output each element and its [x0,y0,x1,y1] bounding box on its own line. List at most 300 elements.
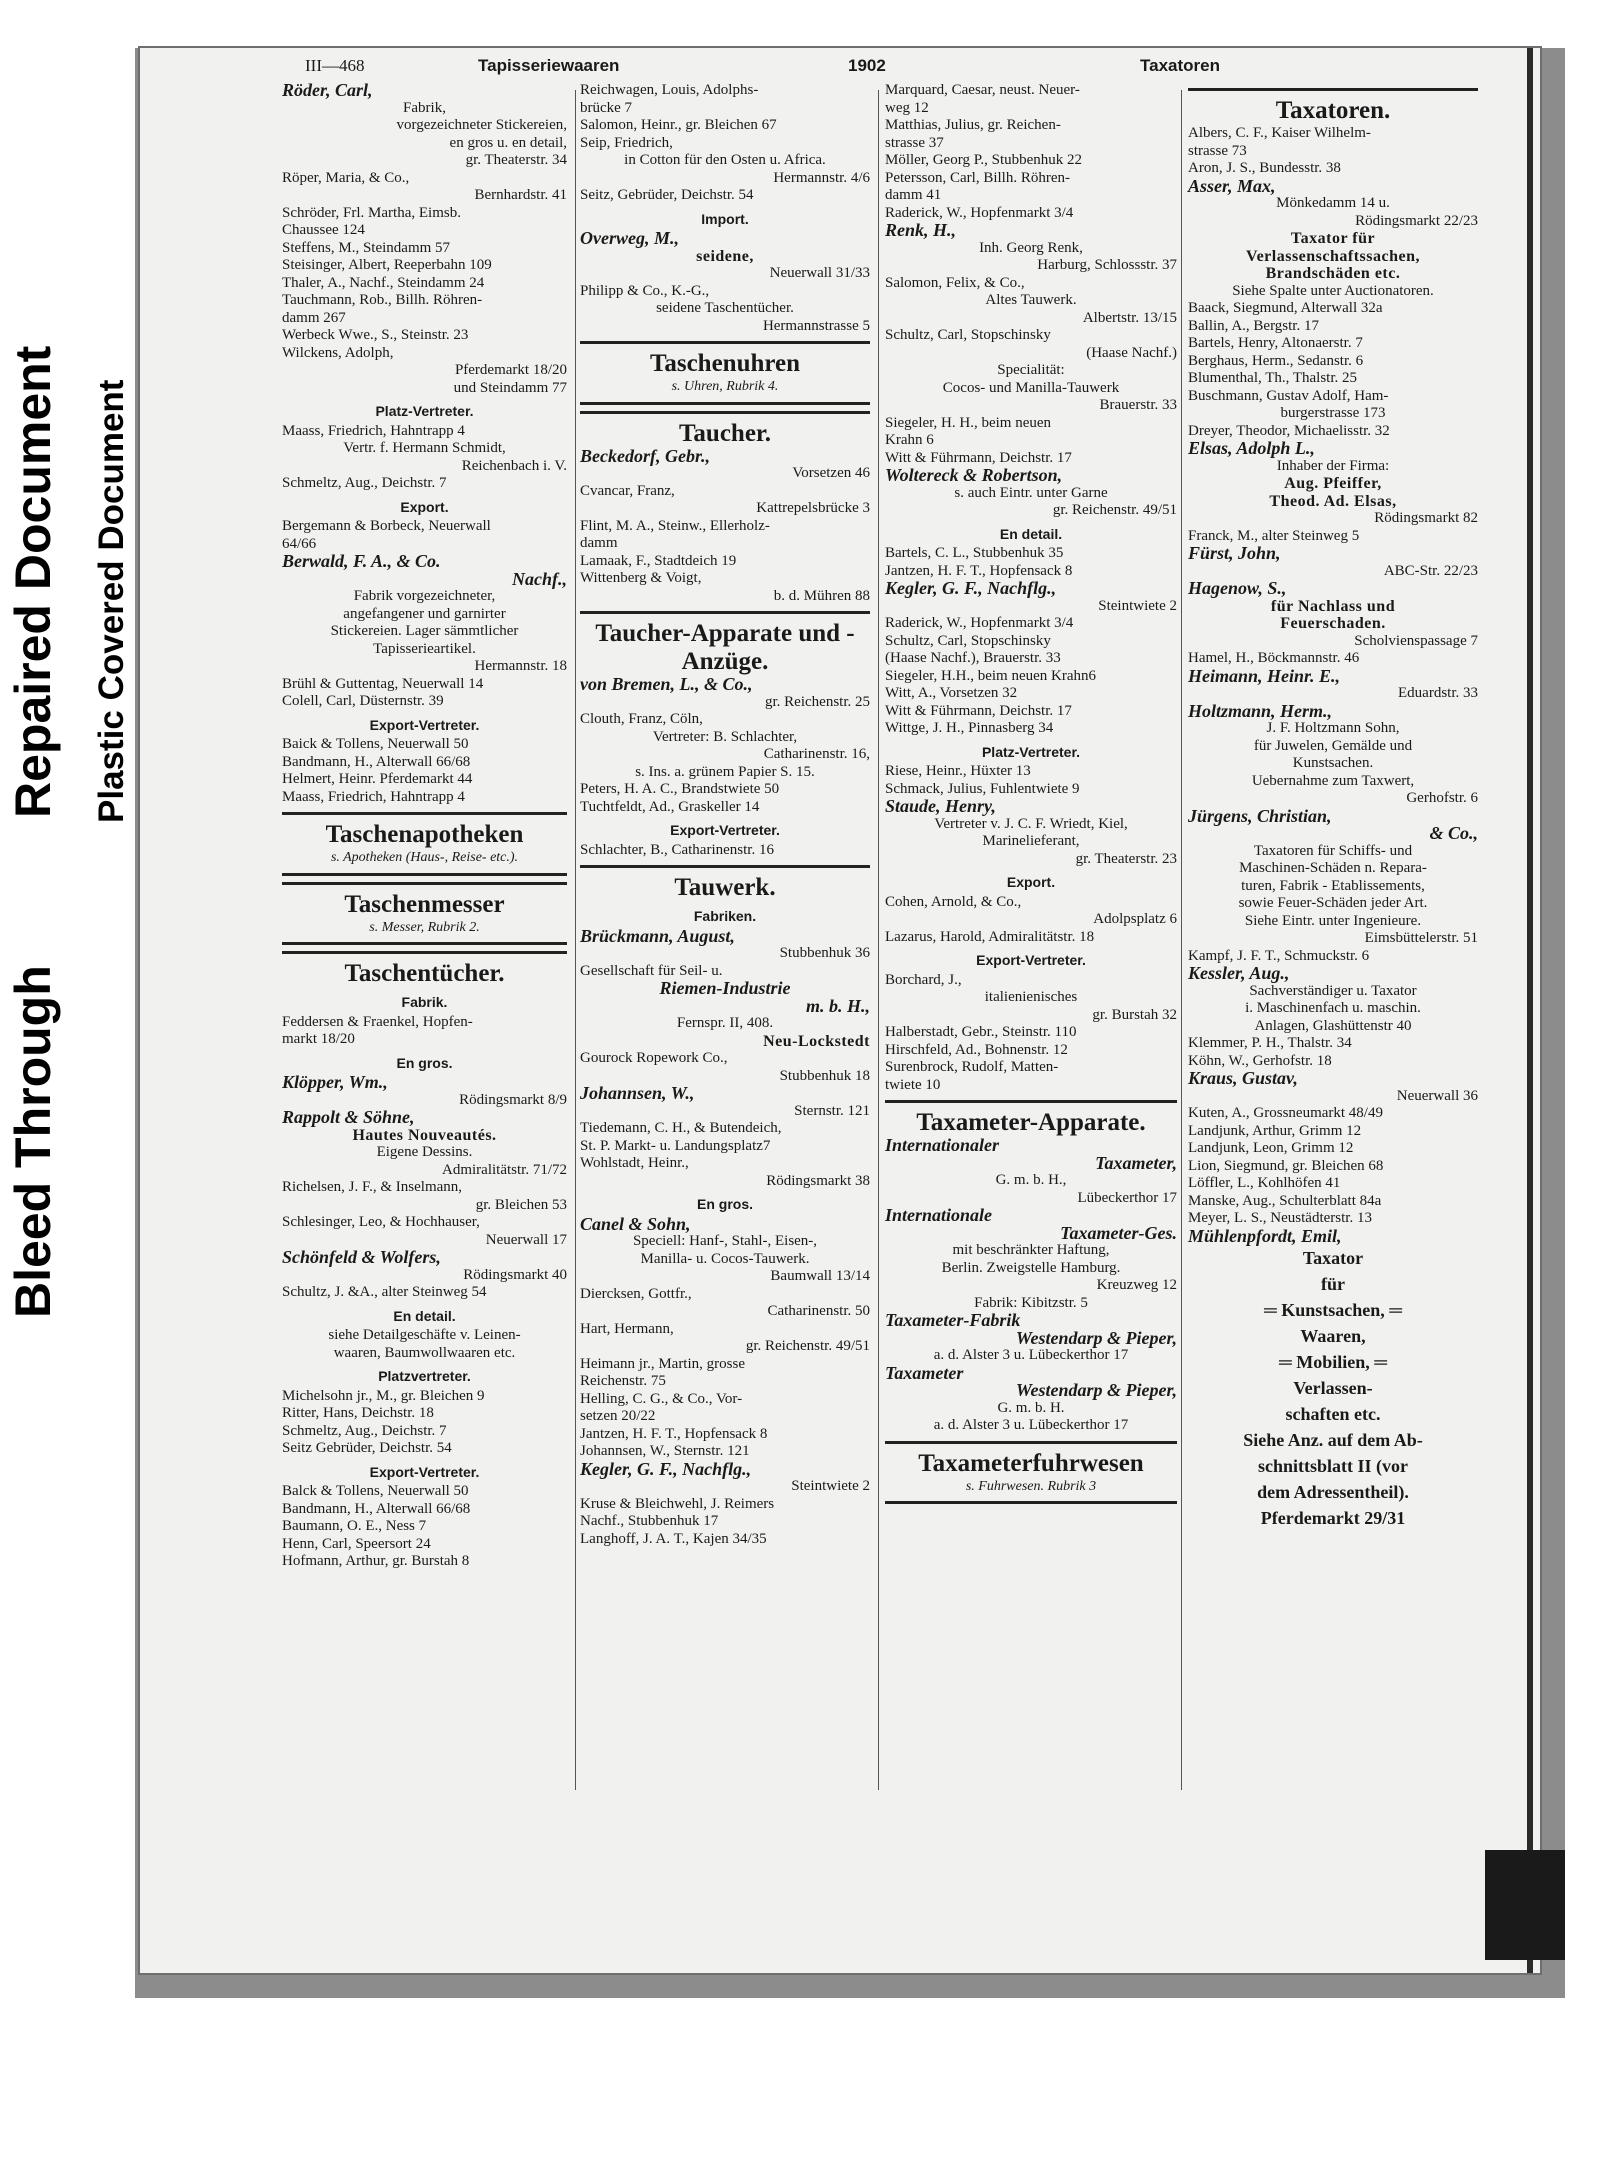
directory-line: Verlassenschaftssachen, [1245,247,1421,265]
directory-line: für [1321,1274,1345,1294]
directory-line: Neuerwall 36 [1396,1087,1478,1104]
directory-line: Stubbenhuk 36 [779,945,870,961]
directory-line: Export-Vertreter. [976,952,1086,968]
directory-line: Klemmer, P. H., Thalstr. 34 [1188,1035,1352,1051]
directory-line: Export-Vertreter. [369,1463,480,1480]
directory-line: Clouth, Franz, Cöln, [580,711,703,727]
directory-line: Cohen, Arnold, & Co., [885,893,1022,910]
directory-line: Borchard, J., [885,971,962,988]
directory-line: Schröder, Frl. Martha, Eimsb. [282,204,461,221]
directory-line: en gros u. en detail, [449,134,567,151]
directory-line: Kruse & Bleichwehl, J. Reimers [580,1495,775,1512]
directory-line: G. m. b. H., [995,1172,1067,1188]
directory-line: Franck, M., alter Steinweg 5 [1188,527,1360,544]
directory-line: angefangener und garnirter [343,605,506,622]
directory-line: Ritter, Hans, Deichstr. 18 [282,1405,434,1421]
directory-line: Balck & Tollens, Neuerwall 50 [282,1483,469,1499]
directory-line: Taucher. [580,411,870,448]
directory-line: Bergemann & Borbeck, Neuerwall [282,518,491,534]
directory-line: in Cotton für den Osten u. Africa. [624,152,826,168]
directory-line: Manilla- u. Cocos-Tauwerk. [640,1250,810,1267]
directory-line: s. Ins. a. grünem Papier S. 15. [635,763,815,780]
directory-line: Löffler, L., Kohlhöfen 41 [1188,1175,1341,1191]
directory-line: Michelsohn jr., M., gr. Bleichen 9 [282,1387,485,1404]
directory-line: Vertr. f. Hermann Schmidt, [343,440,506,456]
directory-line: Scholvienspassage 7 [1354,632,1478,649]
directory-line: sowie Feuer-Schäden jeder Art. [1238,895,1428,911]
directory-line: Fabrik vorgezeichneter, [353,588,496,604]
directory-line: s. Fuhrwesen. Rubrik 3 [885,1478,1177,1505]
directory-line: Steintwiete 2 [791,1478,870,1494]
directory-line: Eduardstr. 33 [1398,685,1478,701]
directory-line: J. F. Holtzmann Sohn, [1266,720,1400,736]
directory-line: Taxator [1302,1248,1364,1268]
directory-line: Pferdemarkt 18/20 [454,362,567,378]
directory-line: Catharinenstr. 50 [767,1303,870,1319]
directory-line: turen, Fabrik - Etablissements, [1241,877,1425,894]
directory-line: twiete 10 [885,1076,941,1093]
directory-line: Platz-Vertreter. [981,743,1081,760]
directory-line: Feuerschaden. [1280,615,1386,632]
directory-line: Schlesinger, Leo, & Hochhauser, [282,1214,480,1230]
directory-line: Rappolt & Söhne, [282,1107,415,1127]
directory-line: Theod. Ad. Elsas, [1269,492,1397,510]
directory-line: Neuerwall 31/33 [769,265,870,281]
directory-line: Speciell: Hanf-, Stahl-, Eisen-, [632,1233,818,1249]
directory-line: Gourock Ropework Co., [580,1050,728,1066]
directory-line: Vertreter v. J. C. F. Wriedt, Kiel, [934,815,1128,832]
directory-line: Kampf, J. F. T., Schmuckstr. 6 [1188,947,1370,964]
directory-line: Kegler, G. F., Nachflg., [885,578,1057,598]
directory-line: von Bremen, L., & Co., [580,674,753,694]
directory-line: a. d. Alster 3 u. Lübeckerthor 17 [933,1417,1129,1433]
directory-line: m. b. H., [805,995,870,1016]
directory-line: Import. [701,210,749,227]
directory-line: Manske, Aug., Schulterblatt 84a [1188,1192,1382,1209]
directory-line: damm [580,535,618,551]
directory-line: En gros. [696,1196,753,1212]
directory-line: Cvancar, Franz, [580,482,675,499]
directory-line: Inhaber der Firma: [1276,457,1390,474]
directory-line: & Co., [1429,823,1478,843]
directory-line: s. Apotheken (Haus-, Reise- etc.). [282,849,567,876]
directory-line: Gerhofstr. 6 [1406,790,1478,806]
directory-line: Seitz Gebrüder, Deichstr. 54 [282,1440,452,1456]
directory-line: Nachf., Stubbenhuk 17 [580,1513,719,1529]
directory-line: Heimann jr., Martin, grosse [580,1355,745,1372]
directory-line: Peters, H. A. C., Brandstwiete 50 [580,781,780,797]
directory-line: Renk, H., [885,220,957,240]
directory-line: Taxator für [1290,230,1376,247]
directory-line: Adolpsplatz 6 [1093,911,1177,927]
directory-line: Hautes Nouveautés. [352,1126,497,1144]
directory-line: Schönfeld & Wolfers, [282,1247,441,1267]
directory-line: Siehe Eintr. unter Ingenieure. [1244,912,1422,929]
directory-line: Harburg, Schlossstr. 37 [1037,257,1177,273]
directory-line: Specialität: [997,362,1065,378]
directory-line: Uebernahme zum Taxwert, [1251,772,1415,789]
directory-line: gr. Theaterstr. 23 [1075,850,1177,867]
directory-line: Fernspr. II, 408. [676,1015,774,1031]
directory-line: Waaren, [1300,1326,1366,1346]
directory-line: (Haase Nachf.) [1086,344,1177,361]
directory-line: damm 267 [282,309,346,326]
directory-line: Rödingsmarkt 82 [1374,510,1478,526]
directory-line: Hamel, H., Böckmannstr. 46 [1188,650,1360,666]
page-number: III—468 [305,56,365,75]
directory-line: Elsas, Adolph L., [1188,438,1315,458]
section-title-right: Taxatoren [1140,56,1220,75]
directory-line: Schlachter, B., Catharinenstr. 16 [580,841,774,858]
directory-line: Marinelieferant, [982,833,1080,849]
directory-line: Taschenapotheken [282,812,567,849]
directory-line: Rödingsmarkt 38 [766,1172,870,1189]
directory-line: strasse 73 [1188,142,1247,159]
directory-line: Schmack, Julius, Fuhlentwiete 9 [885,780,1080,797]
directory-line: Helmert, Heinr. Pferdemarkt 44 [282,771,473,787]
directory-line: Taxatoren für Schiffs- und [1253,842,1413,859]
directory-line: Hofmann, Arthur, gr. Burstah 8 [282,1553,470,1569]
directory-line: Henn, Carl, Speersort 24 [282,1535,431,1552]
directory-line: Röper, Maria, & Co., [282,169,410,186]
directory-line: Beckedorf, Gebr., [580,445,710,466]
directory-line: Halberstadt, Gebr., Steinstr. 110 [885,1024,1077,1040]
directory-line: Bernhardstr. 41 [474,187,567,203]
directory-line: Wittge, J. H., Pinnasberg 34 [885,720,1054,736]
directory-line: Berwald, F. A., & Co. [282,551,441,571]
directory-line: Buschmann, Gustav Adolf, Ham- [1188,387,1389,404]
directory-line: Aron, J. S., Bundesstr. 38 [1188,160,1341,176]
scan-artifact [1485,1850,1565,1960]
directory-line: G. m. b. H. [997,1399,1065,1416]
directory-line: Landjunk, Arthur, Grimm 12 [1188,1122,1362,1139]
directory-line: Admiralitätstr. 71/72 [442,1161,567,1178]
directory-line: Bartels, C. L., Stubbenhuk 35 [885,545,1064,561]
directory-line: Internationale [885,1205,993,1225]
directory-line: Siehe Anz. auf dem Ab- [1243,1430,1423,1450]
directory-line: Tiedemann, C. H., & Butendeich, [580,1120,782,1136]
directory-line: Feddersen & Fraenkel, Hopfen- [282,1013,473,1030]
directory-line: Woltereck & Robertson, [885,465,1063,485]
directory-line: Stubbenhuk 18 [779,1067,870,1084]
column-rule [1181,90,1182,1790]
column-3 [885,82,1177,1504]
directory-line: Jürgens, Christian, [1188,805,1332,826]
directory-line: Staude, Henry, [885,796,996,816]
directory-line: Johannsen, W., Sternstr. 121 [580,1443,750,1459]
directory-line: Köhn, W., Gerhofstr. 18 [1188,1052,1332,1069]
directory-line: Reichwagen, Louis, Adolphs- [580,82,759,98]
directory-line: Canel & Sohn, [580,1213,691,1234]
directory-line: Witt & Führmann, Deichstr. 17 [885,449,1072,466]
directory-line: Nachf., [512,568,567,589]
directory-line: En detail. [393,1307,456,1324]
directory-line: gr. Reichenstr. 49/51 [745,1338,870,1354]
directory-line: Inh. Georg Renk, [979,239,1083,256]
repaired-label: Repaired Document [5,345,61,818]
directory-line: gr. Bleichen 53 [475,1196,567,1213]
directory-line: damm 41 [885,187,942,203]
directory-line: En detail. [999,525,1063,542]
directory-line: Mühlenpfordt, Emil, [1188,1225,1342,1246]
directory-line: Baick & Tollens, Neuerwall 50 [282,736,469,752]
directory-line: Fabrik: Kibitzstr. 5 [974,1294,1088,1311]
directory-line: Jantzen, H. F. T., Hopfensack 8 [580,1425,768,1442]
section-title-left: Tapisseriewaaren [478,56,620,75]
directory-line: Taxameter-Ges. [1060,1222,1177,1243]
directory-line: Riese, Heinr., Hüxter 13 [885,763,1031,779]
directory-line: Overweg, M., [580,228,679,248]
directory-line: s. Uhren, Rubrik 4. [580,378,870,405]
directory-line: Baumann, O. E., Ness 7 [282,1518,427,1534]
directory-line: strasse 37 [885,134,944,151]
directory-line: Lübeckerthor 17 [1077,1189,1177,1206]
directory-line: Brandschäden etc. [1265,265,1401,282]
directory-line: Anlagen, Glashüttenstr 40 [1254,1017,1412,1034]
directory-line: Stickereien. Lager sämmtlicher [330,623,519,639]
directory-line: Johannsen, W., [580,1083,695,1103]
directory-line: Bandmann, H., Alterwall 66/68 [282,1500,471,1517]
directory-line: Hermannstrasse 5 [762,317,870,334]
directory-line: Rödingsmarkt 40 [463,1266,567,1283]
directory-line: Gesellschaft für Seil- u. [580,962,723,979]
directory-line: Schultz, J. &A., alter Steinweg 54 [282,1284,487,1300]
directory-line: dem Adressentheil). [1257,1482,1409,1502]
directory-line: Philipp & Co., K.-G., [580,282,710,299]
directory-line: Tauchmann, Rob., Billh. Röhren- [282,292,483,308]
directory-line: a. d. Alster 3 u. Lübeckerthor 17 [933,1347,1129,1363]
directory-line: Taxameter-Apparate. [885,1100,1177,1137]
directory-line: Schultz, Carl, Stopschinsky [885,632,1051,649]
directory-line: Vertreter: B. Schlachter, [652,728,798,745]
directory-line: Fabrik, [403,99,446,116]
directory-line: für Juwelen, Gemälde und [1253,737,1413,754]
directory-line: Petersson, Carl, Billh. Röhren- [885,169,1070,186]
directory-line: Brühl & Guttentag, Neuerwall 14 [282,675,484,692]
directory-line: Export-Vertreter. [369,716,480,733]
directory-line: Taxameterfuhrwesen [885,1441,1177,1478]
directory-line: Maass, Friedrich, Hahntrapp 4 [282,788,465,805]
directory-line: Hermannstr. 18 [474,658,567,674]
directory-line: Platzvertreter. [378,1368,471,1384]
directory-line: Export-Vertreter. [670,822,780,838]
directory-line: italienienisches [984,989,1078,1005]
directory-line: Taucher-Apparate und -Anzüge. [580,611,870,676]
directory-line: Taxameter-Fabrik [885,1310,1021,1330]
directory-line: Platz-Vertreter. [375,403,474,419]
directory-line: Steintwiete 2 [1098,597,1177,614]
running-head [160,54,1220,80]
directory-line: Albers, C. F., Kaiser Wilhelm- [1188,125,1371,141]
directory-line: Steisinger, Albert, Reeperbahn 109 [282,257,492,273]
directory-line: Kattrepelsbrücke 3 [756,500,870,516]
directory-line: Kegler, G. F., Nachflg., [580,1458,752,1479]
directory-line: Pferdemarkt 29/31 [1260,1508,1406,1528]
directory-line: schnittsblatt II (vor [1257,1456,1408,1476]
directory-line: Röder, Carl, [282,80,373,100]
directory-line: Matthias, Julius, gr. Reichen- [885,117,1061,133]
directory-line: und Steindamm 77 [453,379,567,396]
directory-line: Siegeler, H.H., beim neuen Krahn6 [885,667,1097,684]
directory-line: setzen 20/22 [580,1408,656,1424]
directory-line: Surenbrock, Rudolf, Matten- [885,1059,1059,1075]
directory-line: Hirschfeld, Ad., Bohnenstr. 12 [885,1041,1068,1058]
directory-line: Aug. Pfeiffer, [1284,475,1382,492]
directory-line: Steffens, M., Steindamm 57 [282,239,451,256]
directory-line: Rödingsmarkt 8/9 [459,1091,567,1108]
directory-line: Tauwerk. [580,865,870,902]
bleed-label: Bleed Through [5,965,61,1318]
directory-line: Dreyer, Theodor, Michaelisstr. 32 [1188,422,1390,439]
column-rule [575,90,576,1790]
directory-line: Altes Tauwerk. [985,292,1077,308]
directory-line: gr. Burstah 32 [1092,1006,1177,1023]
directory-line: Landjunk, Leon, Grimm 12 [1188,1140,1354,1156]
directory-line: burgerstrasse 173 [1280,405,1386,421]
directory-line: Export. [400,498,449,515]
directory-line: ABC-Str. 22/23 [1383,562,1478,579]
directory-line: Baumwall 13/14 [770,1268,870,1284]
directory-line: 64/66 [282,535,317,552]
directory-line: Reichenstr. 75 [580,1373,666,1389]
directory-line: Salomon, Felix, & Co., [885,274,1025,291]
directory-line: Lazarus, Harold, Admiralitätstr. 18 [885,928,1095,945]
directory-line: (Haase Nachf.), Brauerstr. 33 [885,650,1061,666]
column-4 [1188,82,1478,1531]
directory-line: Asser, Max, [1188,175,1276,196]
directory-line: Kraus, Gustav, [1188,1068,1298,1088]
directory-line: Taxameter [885,1362,964,1383]
directory-line: Kreuzweg 12 [1096,1277,1177,1293]
directory-line: Salomon, Heinr., gr. Bleichen 67 [580,117,777,133]
directory-line: Diercksen, Gottfr., [580,1285,692,1302]
directory-line: Taxatoren. [1188,88,1478,125]
directory-line: Marquard, Caesar, neust. Neuer- [885,82,1080,98]
directory-line: Verlassen- [1293,1378,1373,1398]
directory-line: Siegeler, H. H., beim neuen [885,414,1052,431]
directory-line: Neuerwall 17 [485,1231,567,1248]
directory-line: Kunstsachen. [1292,755,1374,771]
directory-line: vorgezeichneter Stickereien, [396,117,567,133]
directory-line: Tuchtfeldt, Ad., Graskeller 14 [580,798,760,815]
directory-line: Brauerstr. 33 [1099,397,1177,413]
directory-line: Wohlstadt, Heinr., [580,1155,689,1171]
directory-line: Lion, Siegmund, gr. Bleichen 68 [1188,1157,1384,1174]
directory-line: Eigene Dessins. [376,1144,473,1160]
directory-line: gr. Theaterstr. 34 [465,152,567,168]
directory-line: b. d. Mühren 88 [773,587,870,604]
directory-line: seidene Taschentücher. [656,300,794,316]
directory-line: Langhoff, J. A. T., Kajen 34/35 [580,1530,767,1547]
directory-line: Richelsen, J. F., & Inselmann, [282,1179,463,1195]
directory-line: Neu-Lockstedt [763,1032,870,1050]
directory-line: Taxameter, [1095,1152,1177,1173]
directory-line: s. auch Eintr. unter Garne [954,484,1108,501]
directory-line: Werbeck Wwe., S., Steinstr. 23 [282,327,469,343]
directory-line: Kessler, Aug., [1188,963,1290,983]
directory-line: Chaussee 124 [282,222,365,238]
directory-line: siehe Detailgeschäfte v. Leinen- [328,1327,521,1343]
directory-line: Riemen-Industrie [659,978,791,998]
directory-line: Eimsbüttelerstr. 51 [1364,930,1478,946]
directory-line: Berghaus, Herm., Sedanstr. 6 [1188,352,1364,369]
directory-line: Wilckens, Adolph, [282,344,394,361]
directory-line: Hart, Hermann, [580,1320,674,1337]
directory-line: Seitz, Gebrüder, Deichstr. 54 [580,187,754,203]
directory-line: schaften etc. [1285,1404,1381,1424]
directory-line: Maass, Friedrich, Hahntrapp 4 [282,422,465,439]
directory-line: St. P. Markt- u. Landungsplatz7 [580,1137,771,1154]
directory-line: Colell, Carl, Düsternstr. 39 [282,693,444,709]
column-2 [580,82,870,1548]
directory-line: Rödingsmarkt 22/23 [1355,212,1478,229]
directory-line: Reichenbach i. V. [461,457,567,474]
plastic-label: Plastic Covered Document [92,379,131,823]
directory-line: Fürst, John, [1188,543,1281,563]
directory-line: Flint, M. A., Steinw., Ellerholz- [580,517,770,534]
page-edge [1527,48,1533,1973]
directory-line: Mönkedamm 14 u. [1276,195,1390,211]
directory-line: Lamaak, F., Stadtdeich 19 [580,552,737,569]
directory-line: Krahn 6 [885,432,934,448]
directory-line: Sachverständiger u. Taxator [1249,982,1417,999]
directory-line: Berlin. Zweigstelle Hamburg. [941,1259,1121,1276]
directory-line: Schmeltz, Aug., Deichstr. 7 [282,1422,447,1439]
directory-line: weg 12 [885,99,929,116]
directory-line: ═ Mobilien, ═ [1278,1352,1387,1372]
directory-line: Blumenthal, Th., Thalstr. 25 [1188,370,1358,386]
directory-line: Catharinenstr. 16, [763,746,870,762]
directory-line: Westendarp & Pieper, [1015,1380,1177,1400]
directory-line: Klöpper, Wm., [282,1072,388,1092]
directory-line: Taschentücher. [282,951,567,988]
directory-line: Hagenow, S., [1188,578,1287,598]
directory-line: markt 18/20 [282,1031,355,1047]
directory-line: Helling, C. G., & Co., Vor- [580,1390,743,1407]
directory-line: Bartels, Henry, Altonaerstr. 7 [1188,335,1363,351]
directory-line: Jantzen, H. F. T., Hopfensack 8 [885,562,1073,579]
column-1 [282,82,567,1571]
directory-line: Siehe Spalte unter Auctionatoren. [1232,282,1434,299]
directory-line: Sternstr. 121 [794,1102,870,1119]
directory-line: Ballin, A., Bergstr. 17 [1188,317,1319,334]
directory-line: Fabriken. [693,908,757,924]
directory-line: Baack, Siegmund, Alterwall 32a [1188,300,1383,316]
directory-line: mit beschränkter Haftung, [952,1242,1110,1258]
directory-line: brücke 7 [580,99,633,116]
column-rule [878,90,879,1790]
directory-line: Thaler, A., Nachf., Steindamm 24 [282,274,485,291]
directory-line: für Nachlass und [1270,597,1396,615]
directory-line: Holtzmann, Herm., [1188,700,1333,721]
directory-line: ═ Kunstsachen, ═ [1263,1300,1403,1320]
directory-line: Westendarp & Pieper, [1015,1327,1177,1348]
directory-line: Internationaler [885,1135,1000,1155]
side-labels [0,48,135,1348]
directory-line: Wittenberg & Voigt, [580,570,702,586]
directory-line: Meyer, L. S., Neustädterstr. 13 [1188,1210,1372,1226]
directory-line: Tapisserieartikel. [373,640,476,657]
directory-line: Fabrik. [401,994,448,1010]
directory-line: En gros. [396,1054,453,1071]
directory-line: Bandmann, H., Alterwall 66/68 [282,753,471,770]
directory-line: gr. Reichenstr. 49/51 [1052,502,1177,518]
directory-line: Brückmann, August, [580,925,735,946]
directory-line: Taschenmesser [282,882,567,919]
directory-line: Albertstr. 13/15 [1082,309,1177,326]
directory-line: Witt & Führmann, Deichstr. 17 [885,702,1072,719]
directory-line: Möller, Georg P., Stubbenhuk 22 [885,152,1083,168]
